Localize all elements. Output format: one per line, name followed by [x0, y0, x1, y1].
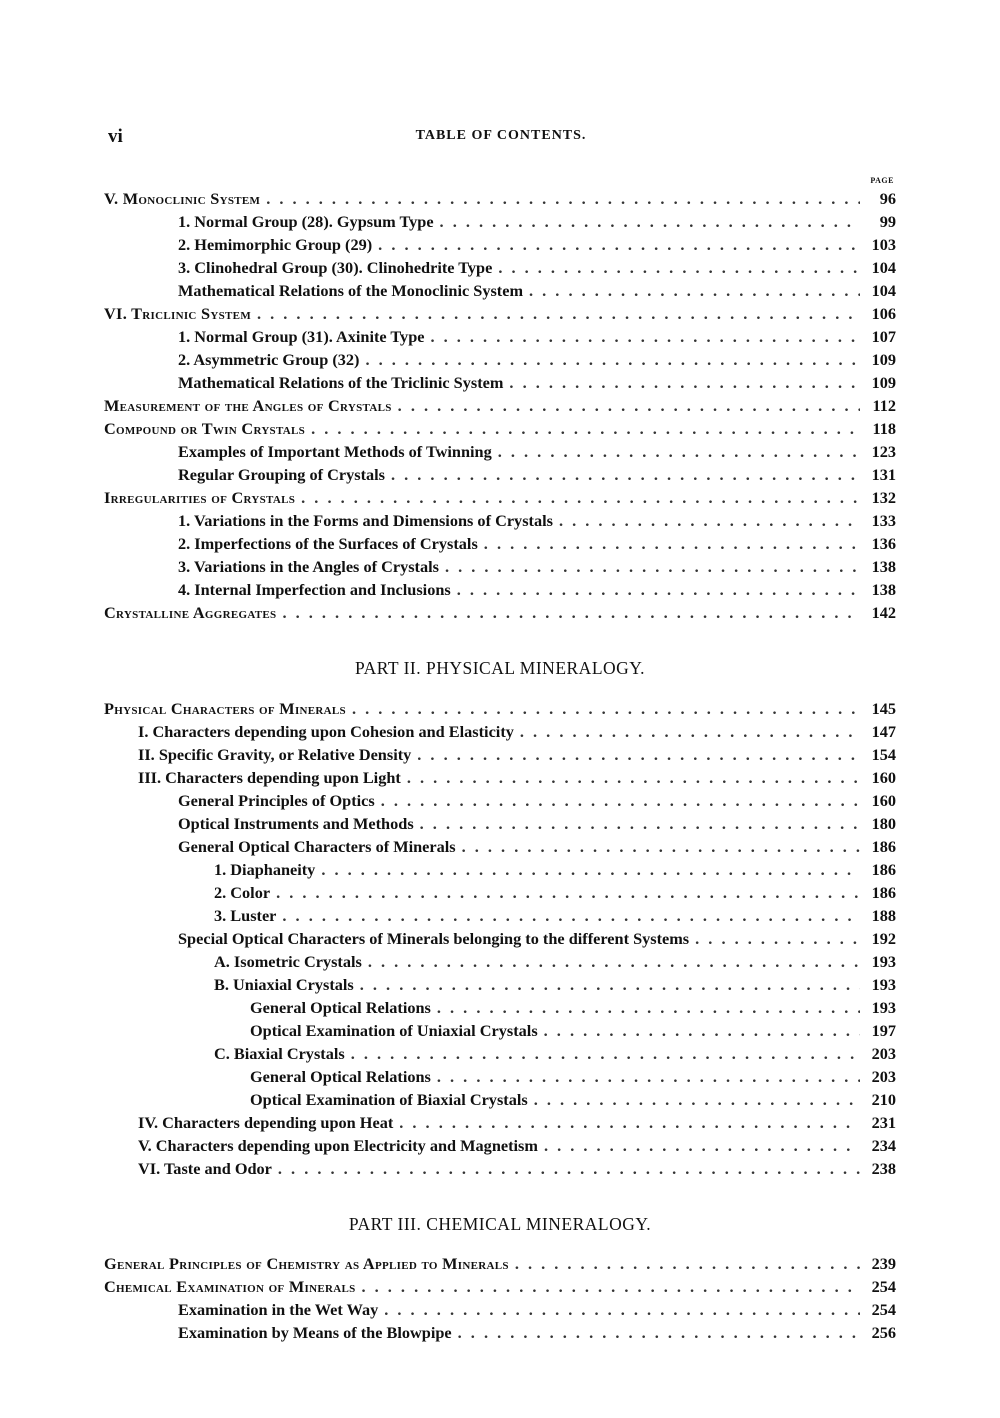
- toc-entry-page-number: 193: [871, 952, 896, 971]
- toc-entry: [104, 950, 896, 973]
- toc-entry-label: 3. Clinohedral Group (30). Clinohedrite Type: [178, 258, 493, 277]
- toc-entry: [104, 766, 896, 789]
- toc-entry-label: General Optical Relations: [250, 998, 431, 1017]
- toc-entry-label: IV. Characters depending upon Heat: [138, 1113, 394, 1132]
- dot-leader: [445, 555, 860, 578]
- toc-entry-label: 2. Asymmetric Group (32): [178, 350, 360, 369]
- toc-entry-label: Optical Examination of Biaxial Crystals: [250, 1090, 528, 1109]
- dot-leader: [430, 325, 860, 348]
- toc-entry: [104, 1298, 896, 1321]
- dot-leader: [282, 904, 860, 927]
- dot-leader: [440, 210, 860, 233]
- dot-leader: [352, 697, 860, 720]
- dot-leader: [457, 578, 860, 601]
- dot-leader: [351, 1042, 860, 1065]
- dot-leader: [417, 743, 860, 766]
- dot-leader: [534, 1088, 860, 1111]
- toc-entry-page-number: 107: [871, 327, 896, 346]
- toc-entry: [104, 555, 896, 578]
- dot-leader: [407, 766, 860, 789]
- toc-entry-page-number: 99: [879, 212, 896, 231]
- toc-entry: [104, 720, 896, 743]
- toc-entry-page-number: 147: [871, 722, 896, 741]
- dot-leader: [365, 348, 860, 371]
- toc-entry: [104, 1111, 896, 1134]
- dot-leader: [458, 1321, 860, 1344]
- toc-entry-label: 3. Variations in the Angles of Crystals: [178, 557, 439, 576]
- toc-entry: [104, 279, 896, 302]
- toc-entry-label: I. Characters depending upon Cohesion and Elasticity: [138, 722, 514, 741]
- toc-entry: [104, 881, 896, 904]
- dot-leader: [544, 1019, 860, 1042]
- toc-entry-page-number: 109: [871, 350, 896, 369]
- dot-leader: [378, 233, 860, 256]
- toc-entry: [104, 1321, 896, 1344]
- toc-entry: [104, 394, 896, 417]
- toc-entry-label: Examples of Important Methods of Twinning: [178, 442, 492, 461]
- toc-entry-label: VI. Taste and Odor: [138, 1159, 272, 1178]
- toc-entry-label: Mathematical Relations of the Triclinic System: [178, 373, 504, 392]
- toc-entry-label: Chemical Examination of Minerals: [104, 1277, 356, 1296]
- toc-entry: [104, 233, 896, 256]
- toc-entry-page-number: 193: [871, 975, 896, 994]
- toc-entry: [104, 1157, 896, 1180]
- toc-entry-page-number: 160: [871, 791, 896, 810]
- toc-entry-page-number: 210: [871, 1090, 896, 1109]
- toc-entry: [104, 1065, 896, 1088]
- dot-leader: [420, 812, 860, 835]
- toc-entry-page-number: 133: [871, 511, 896, 530]
- toc-entry-label: Irregularities of Crystals: [104, 488, 296, 507]
- toc-entry-label: Measurement of the Angles of Crystals: [104, 396, 392, 415]
- toc-entry-page-number: 186: [871, 837, 896, 856]
- toc-entry-label: General Principles of Chemistry as Applied to Minerals: [104, 1254, 509, 1273]
- toc-entry-label: VI. Triclinic System: [104, 304, 251, 323]
- dot-leader: [257, 302, 860, 325]
- dot-leader: [368, 950, 860, 973]
- toc-entry-label: Mathematical Relations of the Monoclinic System: [178, 281, 524, 300]
- dot-leader: [360, 973, 860, 996]
- toc-entry-page-number: 138: [871, 580, 896, 599]
- toc-entry-label: Optical Examination of Uniaxial Crystals: [250, 1021, 538, 1040]
- toc-entry-label: 2. Imperfections of the Surfaces of Crystals: [178, 534, 478, 553]
- toc-entry: [104, 996, 896, 1019]
- dot-leader: [398, 394, 860, 417]
- toc-entry-label: 2. Color: [214, 883, 271, 902]
- toc-entry-page-number: 180: [871, 814, 896, 833]
- toc-entry-page-number: 103: [871, 235, 896, 254]
- page-number: vi: [108, 126, 123, 147]
- toc-entry-page-number: 188: [871, 906, 896, 925]
- dot-leader: [266, 187, 860, 210]
- dot-leader: [276, 881, 860, 904]
- toc-entry-label: II. Specific Gravity, or Relative Density: [138, 745, 412, 764]
- toc-entry-page-number: 254: [871, 1300, 896, 1319]
- toc-entry: [104, 187, 896, 210]
- part-title-chemical-mineralogy: PART III. CHEMICAL MINERALOGY.: [348, 1214, 652, 1234]
- toc-entry-page-number: 131: [871, 465, 896, 484]
- toc-entry: [104, 256, 896, 279]
- toc-entry: [104, 1134, 896, 1157]
- dot-leader: [559, 509, 860, 532]
- dot-leader: [509, 371, 860, 394]
- toc-entry-page-number: 231: [871, 1113, 896, 1132]
- toc-entry: [104, 417, 896, 440]
- toc-entry-label: 3. Luster: [214, 906, 277, 925]
- dot-leader: [384, 1298, 860, 1321]
- part-title-physical-mineralogy: PART II. PHYSICAL MINERALOGY.: [354, 658, 646, 678]
- toc-entry-page-number: 238: [871, 1159, 896, 1178]
- toc-entry: [104, 348, 896, 371]
- toc-entry-page-number: 234: [871, 1136, 896, 1155]
- toc-entry-page-number: 106: [871, 304, 896, 323]
- dot-leader: [515, 1252, 860, 1275]
- dot-leader: [311, 417, 860, 440]
- toc-entry: [104, 973, 896, 996]
- toc-entry-label: III. Characters depending upon Light: [138, 768, 401, 787]
- toc-entry-label: General Optical Characters of Minerals: [178, 837, 456, 856]
- dot-leader: [498, 440, 860, 463]
- toc-entry: [104, 463, 896, 486]
- toc-entry: [104, 440, 896, 463]
- toc-entry-page-number: 203: [871, 1067, 896, 1086]
- toc-entry-label: 1. Diaphaneity: [214, 860, 316, 879]
- toc-entry: [104, 532, 896, 555]
- toc-entry: [104, 858, 896, 881]
- toc-entry-page-number: 132: [871, 488, 896, 507]
- toc-entry-page-number: 118: [872, 419, 896, 438]
- toc-section-physical-mineralogy: [104, 697, 896, 1180]
- toc-entry: [104, 927, 896, 950]
- toc-entry: [104, 1275, 896, 1298]
- toc-entry-page-number: 192: [871, 929, 896, 948]
- toc-entry: [104, 697, 896, 720]
- toc-entry-page-number: 203: [871, 1044, 896, 1063]
- toc-entry: [104, 509, 896, 532]
- toc-entry-label: Physical Characters of Minerals: [104, 699, 346, 718]
- toc-entry-page-number: 145: [871, 699, 896, 718]
- toc-entry-label: B. Uniaxial Crystals: [214, 975, 354, 994]
- toc-entry-page-number: 142: [871, 603, 896, 622]
- toc-section-crystallography: [104, 187, 896, 624]
- toc-entry: [104, 1252, 896, 1275]
- toc-entry-label: Examination by Means of the Blowpipe: [178, 1323, 452, 1342]
- toc-entry-label: 1. Normal Group (31). Axinite Type: [178, 327, 425, 346]
- toc-entry-page-number: 104: [871, 281, 896, 300]
- dot-leader: [278, 1157, 860, 1180]
- toc-entry-label: General Principles of Optics: [178, 791, 375, 810]
- dot-leader: [520, 720, 860, 743]
- page-header: [108, 126, 894, 150]
- toc-entry: [104, 601, 896, 624]
- toc-entry: [104, 302, 896, 325]
- toc-entry-page-number: 254: [871, 1277, 896, 1296]
- toc-entry: [104, 578, 896, 601]
- toc-entry-label: A. Isometric Crystals: [214, 952, 362, 971]
- toc-entry-label: 2. Hemimorphic Group (29): [178, 235, 373, 254]
- toc-entry-label: V. Monoclinic System: [104, 189, 261, 208]
- running-title: TABLE OF CONTENTS.: [415, 128, 587, 143]
- page-column-label: PAGE: [870, 176, 894, 185]
- toc-entry: [104, 1042, 896, 1065]
- toc-entry-page-number: 197: [871, 1021, 896, 1040]
- toc-entry-page-number: 112: [872, 396, 896, 415]
- toc-entry-label: Crystalline Aggregates: [104, 603, 277, 622]
- toc-entry-page-number: 136: [871, 534, 896, 553]
- toc-entry-label: 1. Normal Group (28). Gypsum Type: [178, 212, 434, 231]
- toc-entry-page-number: 256: [871, 1323, 896, 1342]
- toc-entry-page-number: 123: [871, 442, 896, 461]
- toc-entry-page-number: 186: [871, 883, 896, 902]
- toc-entry: [104, 210, 896, 233]
- toc-entry-label: Optical Instruments and Methods: [178, 814, 414, 833]
- toc-entry: [104, 325, 896, 348]
- dot-leader: [484, 532, 860, 555]
- toc-entry-page-number: 104: [871, 258, 896, 277]
- toc-entry-page-number: 96: [879, 189, 896, 208]
- dot-leader: [437, 1065, 860, 1088]
- dot-leader: [381, 789, 860, 812]
- toc-entry-label: C. Biaxial Crystals: [214, 1044, 345, 1063]
- toc-entry: [104, 789, 896, 812]
- toc-entry-page-number: 160: [871, 768, 896, 787]
- dot-leader: [321, 858, 860, 881]
- toc-entry: [104, 371, 896, 394]
- dot-leader: [391, 463, 860, 486]
- dot-leader: [282, 601, 860, 624]
- toc-entry-page-number: 239: [871, 1254, 896, 1273]
- dot-leader: [437, 996, 860, 1019]
- toc-entry-page-number: 138: [871, 557, 896, 576]
- toc-entry-page-number: 154: [871, 745, 896, 764]
- toc-entry-label: Examination in the Wet Way: [178, 1300, 379, 1319]
- toc-entry-page-number: 186: [871, 860, 896, 879]
- dot-leader: [301, 486, 860, 509]
- toc-entry: [104, 904, 896, 927]
- toc-entry-label: 1. Variations in the Forms and Dimensions of Crystals: [178, 511, 553, 530]
- dot-leader: [498, 256, 860, 279]
- toc-entry-label: Special Optical Characters of Minerals belonging to the different Systems: [178, 929, 690, 948]
- dot-leader: [695, 927, 860, 950]
- toc-entry: [104, 743, 896, 766]
- dot-leader: [544, 1134, 860, 1157]
- toc-entry-page-number: 193: [871, 998, 896, 1017]
- toc-entry-label: 4. Internal Imperfection and Inclusions: [178, 580, 451, 599]
- toc-entry: [104, 835, 896, 858]
- toc-entry: [104, 486, 896, 509]
- toc-entry-page-number: 109: [871, 373, 896, 392]
- toc-entry: [104, 812, 896, 835]
- dot-leader: [362, 1275, 861, 1298]
- toc-entry: [104, 1088, 896, 1111]
- dot-leader: [399, 1111, 860, 1134]
- toc-entry-label: Compound or Twin Crystals: [104, 419, 306, 438]
- toc-entry: [104, 1019, 896, 1042]
- toc-entry-label: Regular Grouping of Crystals: [178, 465, 385, 484]
- toc-entry-label: General Optical Relations: [250, 1067, 431, 1086]
- toc-section-chemical-mineralogy: [104, 1252, 896, 1344]
- toc-entry-label: V. Characters depending upon Electricity and Magnetism: [138, 1136, 538, 1155]
- dot-leader: [462, 835, 860, 858]
- dot-leader: [529, 279, 860, 302]
